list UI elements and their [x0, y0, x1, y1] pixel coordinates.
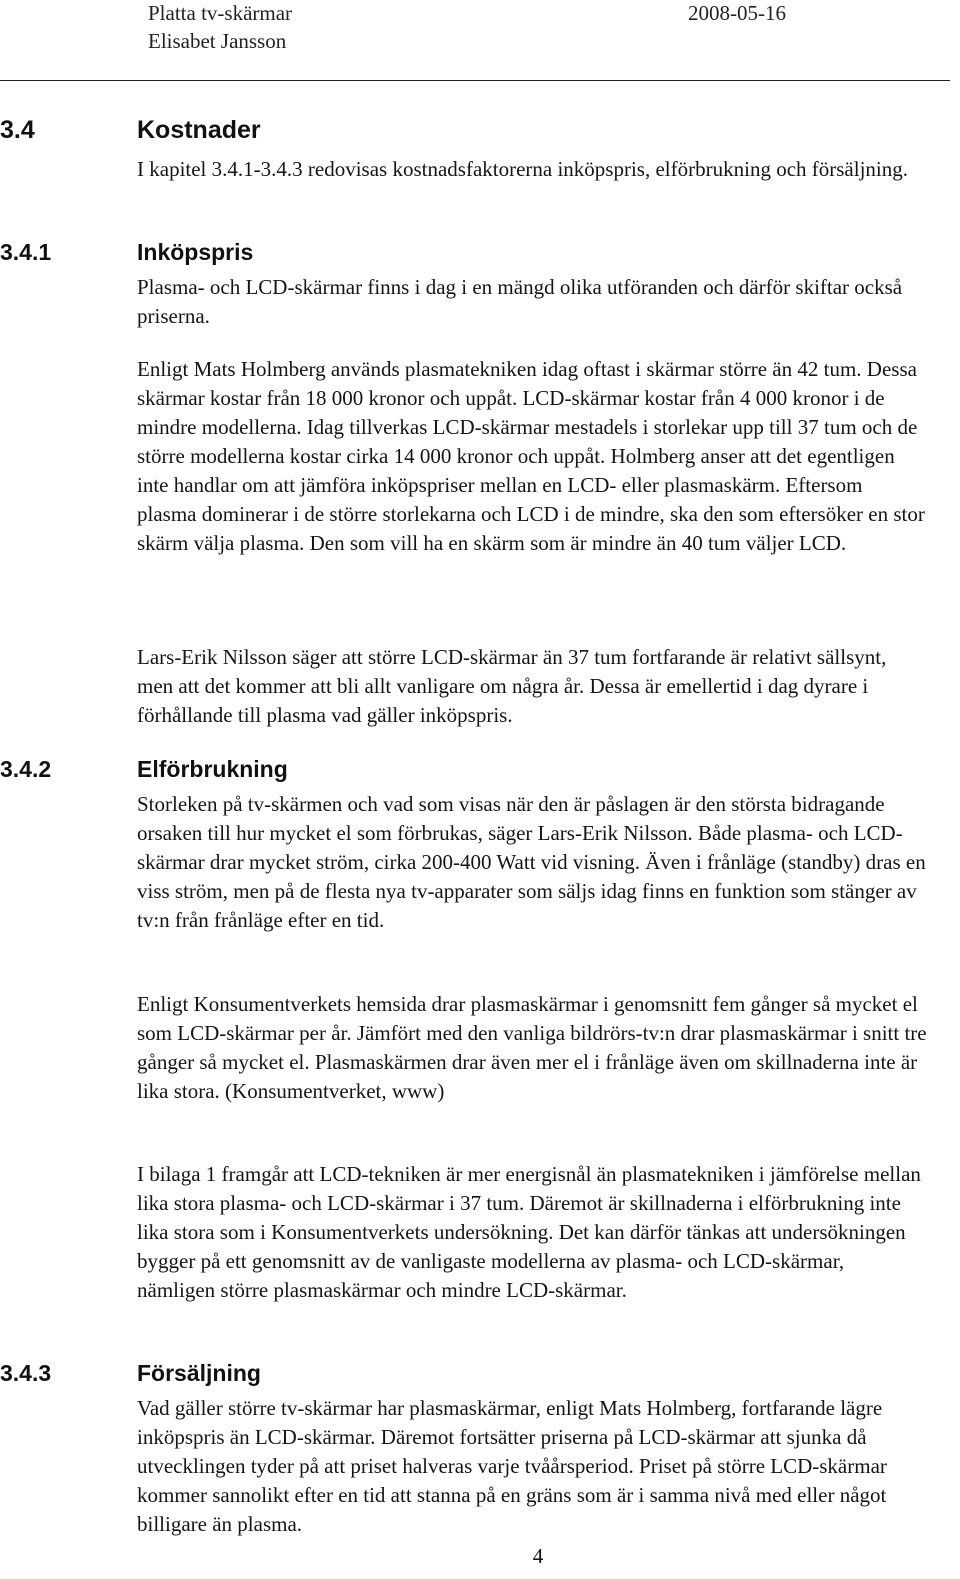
header-rule: [0, 80, 950, 81]
paragraph: Plasma- och LCD-skärmar finns i dag i en mängd olika utföranden och därför skiftar också priserna.: [137, 275, 903, 328]
header-author: Elisabet Jansson: [148, 29, 287, 53]
section-title: Kostnader: [137, 116, 261, 144]
section-intro: I kapitel 3.4.1-3.4.3 redovisas kostnadsfaktorerna inköpspris, elförbrukning och försäljning.: [137, 157, 909, 181]
paragraph: Storleken på tv-skärmen och vad som visas när den är påslagen är den största bidragande orsaken till hur mycket el som förbrukas, säger Lars-Erik Nilsson. Både plasma- och LCD-skärmar drar mycket ström, cirka 200-400 Watt vid visning. Även i frånläge (standby) dras en viss ström, men på de flesta nya tv-apparater som säljs idag finns en funktion som stänger av tv:n från frånläge efter en tid.: [137, 792, 926, 932]
subsection-title: Elförbrukning: [137, 756, 288, 782]
header-date: 2008-05-16: [688, 1, 786, 25]
page-number: 4: [532, 1544, 544, 1568]
subsection-number: 3.4.2: [0, 756, 52, 782]
paragraph: Enligt Konsumentverkets hemsida drar plasmaskärmar i genomsnitt fem gånger så mycket el som LCD-skärmar per år. Jämfört med den vanliga bildrörs-tv:n drar plasmaskärmar i snitt tre gånger så mycket el. Plasmaskärmen drar även mer el i frånläge även om skillnaderna inte är lika stora. (Konsumentverket, www): [137, 992, 927, 1103]
subsection-title: Inköpspris: [137, 239, 254, 265]
header-title: Platta tv-skärmar: [148, 1, 293, 25]
paragraph: I bilaga 1 framgår att LCD-tekniken är mer energisnål än plasmatekniken i jämförelse mellan lika stora plasma- och LCD-skärmar i 37 tum. Däremot är skillnaderna i elförbrukning inte lika stora som i Konsumentverkets undersökning. Det kan därför tänkas att undersökningen bygger på ett genomsnitt av de vanligaste modellerna av plasma- och LCD-skärmar, nämligen större plasmaskärmar och mindre LCD-skärmar.: [137, 1162, 921, 1302]
subsection-number: 3.4.3: [0, 1360, 52, 1386]
paragraph: Vad gäller större tv-skärmar har plasmaskärmar, enligt Mats Holmberg, fortfarande lägre inköpspris än LCD-skärmar. Däremot fortsätter priserna på LCD-skärmar att sjunka då utvecklingen tyder på att priset halveras varje tvåårsperiod. Priset på större LCD-skärmar kommer sannolikt efter en tid att stanna på en gräns som är i samma nivå med eller något billigare än plasma.: [137, 1396, 887, 1536]
subsection-number: 3.4.1: [0, 239, 52, 265]
section-number: 3.4: [0, 116, 35, 144]
subsection-title: Försäljning: [137, 1360, 261, 1386]
paragraph: Lars-Erik Nilsson säger att större LCD-skärmar än 37 tum fortfarande är relativt sällsynt, men att det kommer att bli allt vanligare om några år. Dessa är emellertid i dag dyrare i förhållande till plasma vad gäller inköpspris.: [137, 645, 887, 727]
paragraph: Enligt Mats Holmberg används plasmatekniken idag oftast i skärmar större än 42 tum. Dessa skärmar kostar från 18 000 kronor och uppåt. LCD-skärmar kostar från 4 000 kronor i de mindre modellerna. Idag tillverkas LCD-skärmar mestadels i storlekar upp till 37 tum och de större modellerna kostar cirka 14 000 kronor och uppåt. Holmberg anser att det egentligen inte handlar om att jämföra inköpspriser mellan en LCD- eller plasmaskärm. Eftersom plasma dominerar i de större storlekarna och LCD i de mindre, ska den som eftersöker en stor skärm välja plasma. Den som vill ha en skärm som är mindre än 40 tum väljer LCD.: [137, 357, 925, 555]
